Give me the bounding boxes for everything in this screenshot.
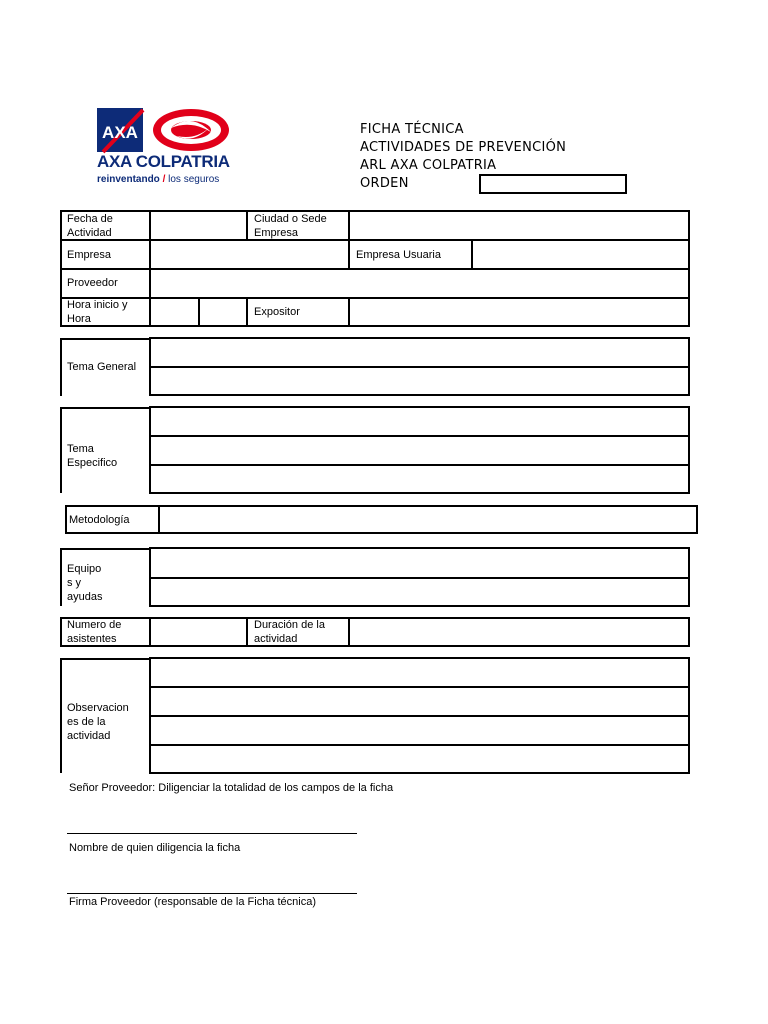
observaciones-input-2[interactable] xyxy=(151,688,688,715)
tema-especifico-input-2[interactable] xyxy=(151,437,688,464)
fecha-actividad-input[interactable] xyxy=(151,212,246,239)
duracion-input[interactable] xyxy=(350,619,688,645)
logo-brand-name: AXA COLPATRIA xyxy=(97,152,230,171)
orden-value xyxy=(481,180,485,192)
orden-field[interactable] xyxy=(479,174,627,194)
expositor-label: Expositor xyxy=(254,306,300,318)
ciudad-sede-label: Ciudad o Sede Empresa xyxy=(254,213,327,239)
empresa-usuaria-label: Empresa Usuaria xyxy=(356,249,441,261)
empresa-input[interactable] xyxy=(151,241,348,268)
tema-general-label: Tema General xyxy=(67,361,137,373)
axa-colpatria-logo xyxy=(97,106,237,188)
firma-signature-line[interactable] xyxy=(67,893,357,894)
logo-brand-top: AXA xyxy=(102,123,138,142)
tema-general-input-2[interactable] xyxy=(151,368,688,395)
nombre-signature-line[interactable] xyxy=(67,833,357,834)
equipos-label: Equipo s y ayudas xyxy=(67,563,103,603)
tema-general-input-1[interactable] xyxy=(151,339,688,366)
ciudad-sede-input[interactable] xyxy=(350,212,688,239)
expositor-input[interactable] xyxy=(350,299,688,326)
numero-asistentes-label: Numero de asistentes xyxy=(67,619,122,645)
numero-asistentes-input[interactable] xyxy=(151,619,246,645)
title-line-1: FICHA TÉCNICA xyxy=(360,122,464,137)
firma-label: Firma Proveedor (responsable de la Ficha técnica) xyxy=(69,896,317,908)
equipos-input-2[interactable] xyxy=(151,579,688,606)
title-line-2: ACTIVIDADES DE PREVENCIÓN xyxy=(360,140,567,155)
tema-especifico-input-1[interactable] xyxy=(151,408,688,435)
observaciones-input-4[interactable] xyxy=(151,746,688,773)
metodologia-label: Metodología xyxy=(69,514,130,526)
empresa-usuaria-input[interactable] xyxy=(473,241,688,268)
nombre-label: Nombre de quien diligencia la ficha xyxy=(69,842,241,854)
logo-tagline-b: los seguros xyxy=(168,174,220,185)
fecha-actividad-label: Fecha de Actividad xyxy=(67,213,113,239)
observaciones-input-3[interactable] xyxy=(151,717,688,744)
proveedor-label: Proveedor xyxy=(67,277,118,289)
equipos-input-1[interactable] xyxy=(151,549,688,577)
observaciones-input-1[interactable] xyxy=(151,659,688,686)
hora-fin-input[interactable] xyxy=(200,299,246,326)
observaciones-label: Observacion es de la actividad xyxy=(67,702,129,742)
logo-tagline-a: reinventando xyxy=(97,174,160,185)
hora-inicio-input[interactable] xyxy=(151,299,198,326)
tema-especifico-input-3[interactable] xyxy=(151,466,688,493)
metodologia-input[interactable] xyxy=(160,507,696,532)
proveedor-input[interactable] xyxy=(151,270,688,297)
duracion-label: Duración de la actividad xyxy=(254,619,325,645)
title-line-3: ARL AXA COLPATRIA xyxy=(360,158,497,173)
orden-label: ORDEN xyxy=(360,176,409,191)
logo-tagline: reinventando / los seguros xyxy=(97,174,220,185)
tema-especifico-label: Tema Especifico xyxy=(67,443,118,469)
proveedor-note: Señor Proveedor: Diligenciar la totalidad de los campos de la ficha xyxy=(69,782,394,794)
empresa-label: Empresa xyxy=(67,249,112,261)
hora-label: Hora inicio y Hora xyxy=(67,299,128,325)
